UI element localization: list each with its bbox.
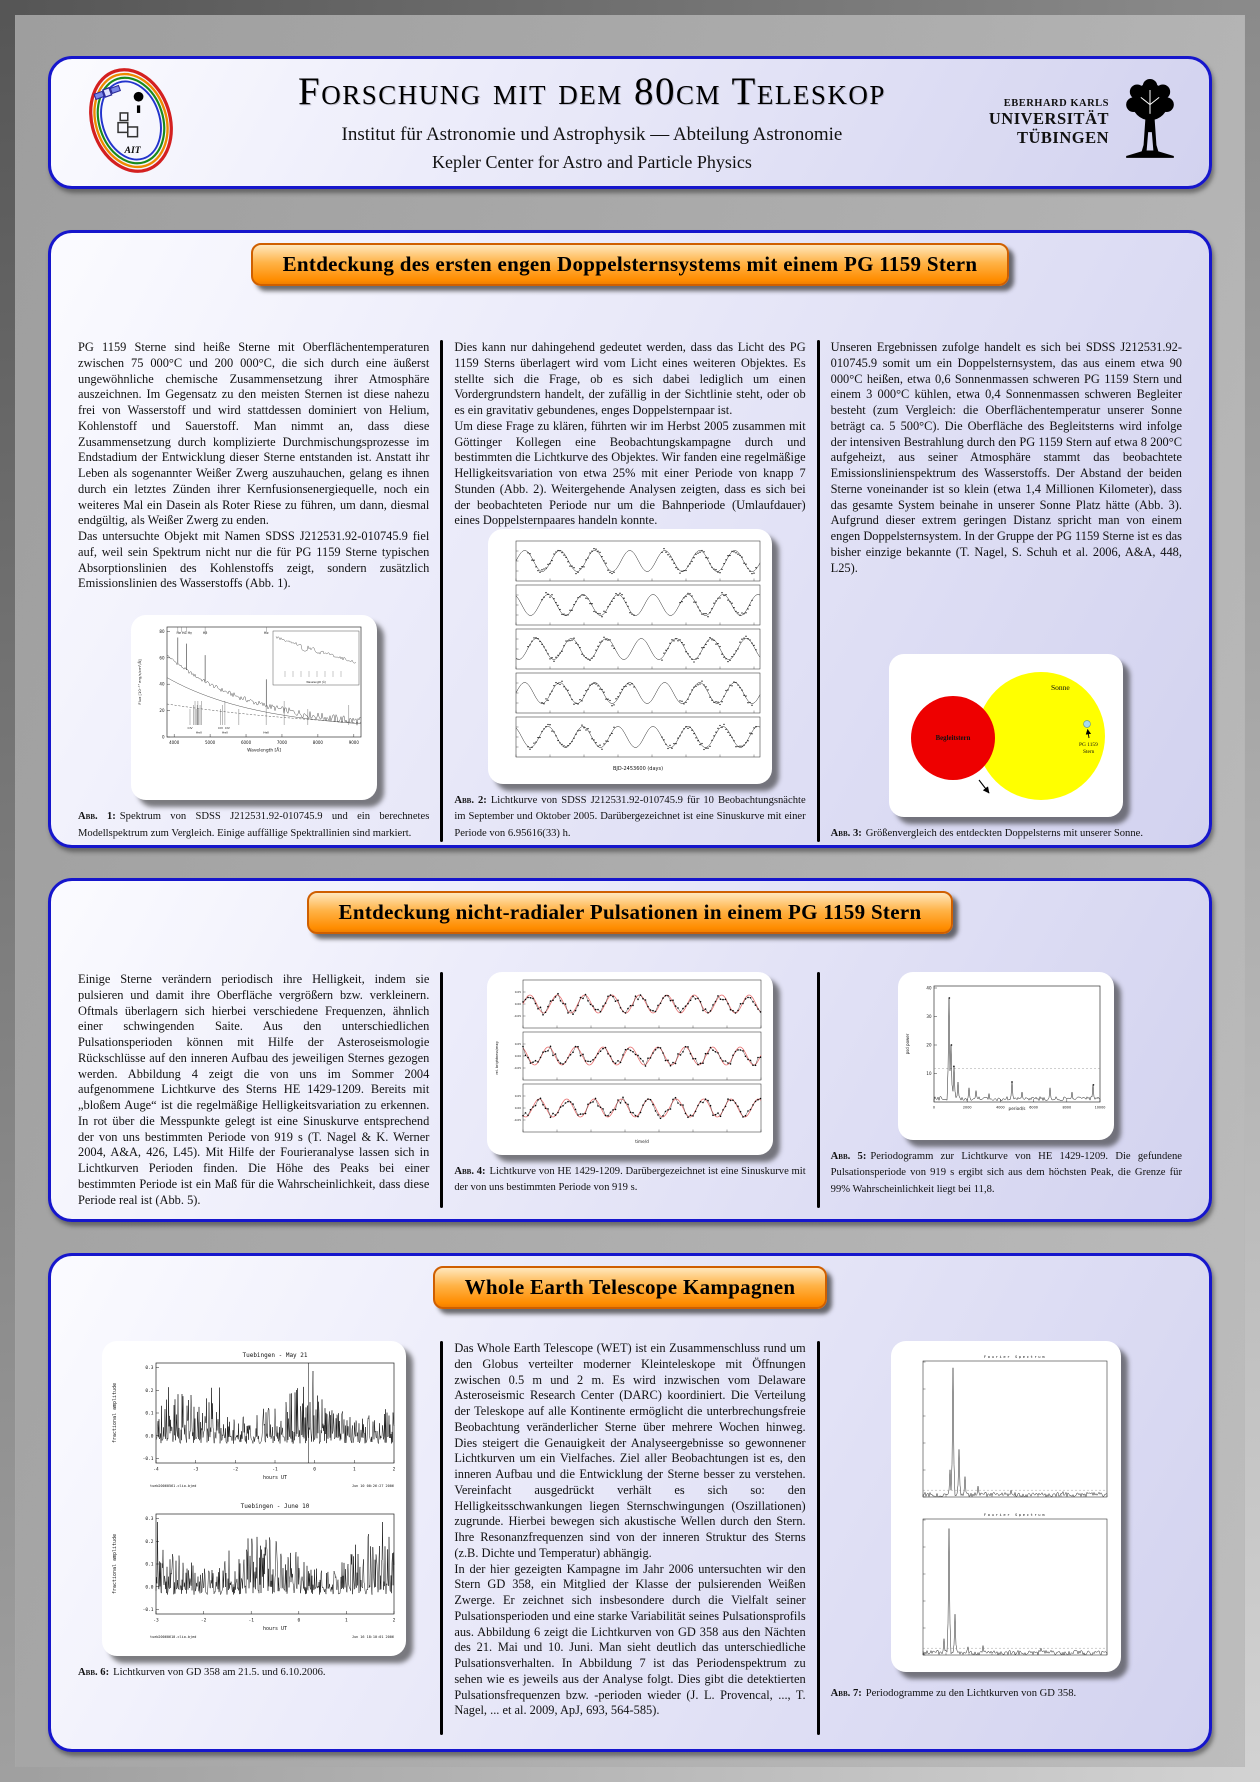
svg-text:hours UT: hours UT [262,1626,287,1632]
svg-text:10: 10 [926,1071,932,1076]
svg-text:20: 20 [159,708,165,714]
figure-4-lightcurve [487,972,773,1155]
svg-text:0.05: 0.05 [514,1094,521,1098]
svg-text:6000: 6000 [240,740,251,746]
section-wet-kampagnen [48,1253,1212,1752]
svg-text:-1: -1 [248,1618,254,1624]
poster-title: Forschung mit dem 80cm Teleskop [298,69,886,113]
svg-text:0.00: 0.00 [514,1054,521,1058]
svg-text:-1: -1 [271,1467,278,1473]
university-name-line2: UNIVERSITÄT [988,108,1109,128]
svg-text:0.2: 0.2 [145,1388,154,1394]
sun-label: Sonne [1051,682,1071,692]
figure-4-lightcurve-plot [491,976,769,1146]
poster-subtitle-institute: Institut für Astronomie und Astrophysik — Abteilung Astronomie [341,123,843,145]
figure-3-size-comparison [889,654,1123,817]
svg-text:-2: -2 [232,1467,238,1473]
svg-text:Jun 10 00:26:27 2006: Jun 10 00:26:27 2006 [351,1484,394,1488]
svg-text:4000: 4000 [996,1105,1006,1110]
section1-column3 [820,340,1193,842]
svg-text:80: 80 [159,629,165,635]
svg-text:rel. brightness/mag: rel. brightness/mag [494,1041,499,1075]
svg-text:20: 20 [926,1042,932,1048]
pg1159-label-line2: Stern [1083,748,1095,755]
svg-text:Wavelength [Å]: Wavelength [Å] [306,681,326,685]
figure-3-sun-diagram [893,658,1119,808]
figure-1-caption: Abb. 1: Spektrum von SDSS J212531.92-010745.9 und ein berechnetes Modellspektrum zum Vergleich. Einige auffällige Spektrallinien sind markiert. [78,811,430,839]
svg-text:psd power: psd power [905,1033,911,1055]
section-pulsationen [48,878,1212,1222]
svg-text:HeII: HeII [221,730,228,735]
svg-text:0.0: 0.0 [145,1434,154,1440]
figure-5-caption: Abb. 5: Periodogramm zur Lichtkurve von HE 1429-1209. Die gefundene Pulsationsperiode von 919 s ergibt sich aus dem höchsten Peak, die Grenze für 99% Wahrscheinlichkeit liegt bei 11,8. [830,1151,1182,1195]
figure-7-periodograms-plot [895,1345,1117,1663]
svg-text:0.1: 0.1 [145,1562,154,1568]
svg-text:-4: -4 [152,1467,159,1473]
svg-text:time/d: time/d [635,1139,649,1144]
svg-text:7000: 7000 [276,740,287,746]
svg-text:fractional amplitude: fractional amplitude [111,1533,118,1595]
section2-column1 [67,972,440,1208]
figure-6-lightcurves-plot [106,1345,402,1647]
university-branding [989,77,1183,169]
poster-subtitle-center: Kepler Center for Astro and Particle Physics [431,151,752,172]
sun-circle [977,672,1105,800]
svg-text:30: 30 [926,1014,932,1019]
header-text-block [195,69,989,173]
svg-text:2: 2 [392,1618,396,1624]
svg-text:10000: 10000 [1094,1105,1106,1110]
figure-7-caption: Abb. 7: Periodogramme zu den Lichtkurven von GD 358. [830,1688,1077,1699]
section3-column2 [443,1341,816,1735]
svg-text:9000: 9000 [348,740,359,746]
svg-text:0: 0 [312,1467,316,1473]
svg-text:BJD-2453600 (days): BJD-2453600 (days) [612,766,664,772]
pg1159-label-line1: PG 1159 [1079,741,1099,748]
svg-text:tueb20060561.clio.bjed: tueb20060561.clio.bjed [149,1484,197,1488]
figure-4-caption: Abb. 4: Lichtkurve von HE 1429-1209. Darübergezeichnet ist eine Sinuskurve mit der von uns bestimmten Periode von 919 s. [454,1166,806,1194]
svg-text:0.00: 0.00 [514,1106,521,1110]
ait-institute-logo [77,60,195,186]
svg-text:Flux [10⁻¹⁷ erg/s/cm²/Å]: Flux [10⁻¹⁷ erg/s/cm²/Å] [136,659,142,705]
figure-6-caption: Abb. 6: Lichtkurven von GD 358 am 21.5. und 6.10.2006. [78,1667,326,1678]
pg1159-star-dot [1084,720,1091,727]
svg-text:AIT: AIT [124,144,141,156]
figure-6-gd358-lightcurves [102,1341,406,1656]
svg-text:CIV: CIV [217,726,223,731]
svg-text:0.3: 0.3 [145,1517,154,1523]
svg-text:Wavelength [Å]: Wavelength [Å] [246,748,281,754]
svg-text:2: 2 [392,1467,396,1473]
section1-col2-text: Dies kann nur dahingehend gedeutet werden, dass das Licht des PG 1159 Sterns überlagert wird vom Licht eines weiteren Objektes. Es stellte sich die Frage, ob es sich dabei lediglich um einen Vordergrundstern handelt, der zufällig in der Sichtlinie steht, oder ob es ein gravitativ gebundenes, enges Doppelsternpaar ist. Um diese Frage zu klären, führten wir im Herbst 2005 zusammen mit Göttinger Kollegen eine Beobachtungskampagne durch und bestimmten die Lichtkurve des Objektes. Wir fanden eine regelmäßige Helligkeitsvariation von etwa 25% mit einer Periode von knapp 7 Stunden (Abb. 2). Weitergehende Analysen zeigten, dass es sich bei der beobachteten Periode nur um die Bahnperiode (Umlaufdauer) eines Doppelsternpaares handeln konnte. [454,340,806,528]
svg-text:Fourier Spectrum: Fourier Spectrum [984,1512,1047,1517]
svg-text:-3: -3 [192,1467,199,1473]
section1-column1 [67,340,440,842]
section3-column3 [820,1341,1193,1735]
svg-text:0: 0 [161,734,165,740]
svg-text:Jun 16 18:10:01 2006: Jun 16 18:10:01 2006 [351,1635,394,1639]
figure-5-periodogram-plot [902,976,1110,1131]
svg-text:0.05: 0.05 [514,990,521,994]
svg-text:HeII: HeII [195,730,202,735]
svg-text:1: 1 [352,1467,356,1473]
svg-text:8000: 8000 [1062,1105,1072,1110]
svg-text:0: 0 [297,1618,300,1624]
svg-text:40: 40 [159,682,165,688]
tuebingen-tree-logo [1117,77,1183,169]
svg-text:0.1: 0.1 [145,1411,154,1417]
svg-text:CIV: CIV [224,726,230,731]
figure-5-periodogram [898,972,1114,1140]
section1-col1-text: PG 1159 Sterne sind heiße Sterne mit Oberflächentemperaturen zwischen 75 000°C und 200 000°C, die sich durch eine äußerst ungewöhnliche chemische Zusammensetzung ihrer Atmosphäre auszeichnen. Im Gegensatz zu den meisten Sternen ist diese nahezu frei von Wasserstoff und wird stattdessen dominiert von Helium, Kohlenstoff und Sauerstoff. Man nimmt an, dass diese Zusammensetzung durch komplizierte Durchmischungsprozesse im Endstadium der Entwicklung dieser Sterne entstanden ist. Anstatt ihr Leben als sogenannter Weißer Zwerg auszuhauchen, gelang es ihnen durch ein letztes Zünden ihrer Kernfusionsenergiequelle, noch ein weiteres Mal ein Dasein als Roter Riese zu führen, um dann, diesmal endgültig, als Weißer Zwerg zu enden. Das untersuchte Objekt mit Namen SDSS J212531.92-010745.9 fiel auf, weil sein Spektrum nicht nur die für PG 1159 Sterne typischen Absorptionslinien des Kohlenstoffs zeigt, sondern zusätzlich Emissionslinien des Wasserstoffs (Abb. 1). [78,340,430,591]
figure-3-caption: Abb. 3: Größenvergleich des entdeckten Doppelsterns mit unserer Sonne. [830,827,1144,839]
svg-text:-0.1: -0.1 [142,1608,154,1614]
svg-text:hours UT: hours UT [262,1475,287,1481]
figure-2-lightcurve [488,529,772,784]
section3-title-banner: Whole Earth Telescope Kampagnen [433,1266,828,1309]
svg-text:Tuebingen - June 10: Tuebingen - June 10 [240,1503,309,1510]
ait-logo-graphic [77,60,185,181]
svg-text:HeII: HeII [262,730,269,735]
svg-text:-3: -3 [152,1618,159,1624]
svg-text:-0.05: -0.05 [513,1118,521,1122]
section3-col2-text: Das Whole Earth Telescope (WET) ist ein Zusammenschluss rund um den Globus verteilter moderner Kleinteleskope mit Öffnungen zwischen 0.5 m und 2 m. Es wird inzwischen vom Delaware Asteroseismic Research Center (DARC) koordiniert. Die Verteilung der Teleskope auf alle Kontinente ermöglicht die unterbrechungsfreie Beobachtung veränderlicher Sterne über mehrere Wochen hinweg. Dies steigert die Genauigkeit der Analyseergebnisse so gewonnener Lichtkurven um ein Vielfaches. Ziel aller Beobachtungen ist es, den inneren Aufbau und die Entwicklung der Sterne besser zu verstehen. Vereinfacht ausgedrückt verhält es sich so: den Helligkeitsschwankungen liegen Sternschwingungen (Oszillationen) zugrunde. Hierbei bewegen sich akustische Wellen durch den Stern. Ihre Resonanzfrequenzen sind von der inneren Struktur des Sterns (z.B. Dichte und Temperatur) abhängig. In der hier gezeigten Kampagne im Jahr 2006 untersuchten wir den Stern GD 358, ein Mitglied der Klasse der pulsierenden Weißen Zwerge. Er zeichnet sich insbesondere durch die Vielfalt seiner Pulsationsperioden und eine starke Variabilität seines Pulsationsprofils aus. Abbildung 6 zeigt die Lichtkurven von GD 358 aus den Nächten des 21. Mai und 10. Juni. Man sieht deutlich das unterschiedliche Pulsationsverhalten. In Abbildung 7 ist das Periodenspektrum zu sehen wie es jeweils aus der Analyse folgt. Dies gibt die detektierten Pulsationsfrequenzen bzw. -perioden wieder (J. L. Provencal, ..., T. Nagel, ... et al. 2009, ApJ, 693, 564-585). [454,1341,806,1718]
svg-text:tueb20060610.clio.bjed: tueb20060610.clio.bjed [149,1635,197,1639]
svg-text:Hβ: Hβ [202,631,208,636]
poster-header [48,56,1212,189]
figure-2-caption: Abb. 2: Lichtkurve von SDSS J212531.92-010745.9 für 10 Beobachtungsnächte im September und Oktober 2005. Darübergezeichnet ist eine Sinuskurve mit einer Periode von 6.95616(33) h. [454,795,806,839]
figure-2-lightcurve-plot [492,533,768,775]
section3-column1 [67,1341,440,1735]
svg-text:-0.05: -0.05 [513,1014,521,1018]
svg-text:Tuebingen - May 21: Tuebingen - May 21 [242,1352,308,1359]
companion-arrow [979,780,989,793]
svg-text:0.0: 0.0 [145,1585,154,1591]
svg-text:1: 1 [344,1618,348,1624]
section1-col3-text: Unseren Ergebnissen zufolge handelt es sich bei SDSS J212531.92-010745.9 somit um ein Doppelsternsystem, das aus einem etwa 90 000°C heißen, etwa 0,6 Sonnenmassen schweren PG 1159 Stern und einem 3 000°C kühlen, etwa 0,4 Sonnenmassen schweren Begleiter besteht (zum Vergleich: die Oberflächentemperatur unserer Sonne beträgt ca. 5 500°C). Die Oberfläche des Begleitsterns wird infolge der intensiven Bestrahlung durch den PG 1159 Stern auf etwa 8 200°C aufgeheizt, aus seiner Atmosphäre stammt das beobachtete Emissionslinienspektrum des Wasserstoffs. Der Abstand der beiden Sterne voneinander ist so klein (etwa 1,4 Millionen Kilometer), dass das gesamte System beinahe in unserer Sonne Platz hätte (Abb. 3). Aufgrund dieser extrem geringen Distanz spricht man von einem engen Doppelsternsystem. In der Gruppe der PG 1159 Sterne ist es das bisher einzige bekannte (T. Nagel, S. Schuh et al. 2006, A&A, 448, L25). [830,340,1182,575]
svg-text:0.00: 0.00 [514,1002,521,1006]
svg-text:-0.1: -0.1 [142,1457,154,1463]
section-doppelstern [48,230,1212,848]
svg-text:He Hδ Hγ: He Hδ Hγ [176,631,192,636]
svg-text:0: 0 [933,1105,936,1110]
svg-text:Fourier Spectrum: Fourier Spectrum [984,1354,1047,1359]
section2-col1-text: Einige Sterne verändern periodisch ihre Helligkeit, indem sie pulsieren und damit ihre Oberfläche vergrößern bzw. verkleinern. Oftmals überlagern sich hierbei verschiedene Frequenzen, ähnlich einer schwingenden Saite. Aus den unterschiedlichen Pulsationsperioden können mit Hilfe der Asteroseismologie Rückschlüsse auf den inneren Aufbau des jeweiligen Sternes gezogen werden. Abbildung 4 zeigt die von uns im Sommer 2004 aufgenommene Lichtkurve des Sterns HE 1429-1209. Bereits mit „bloßem Auge“ ist die regelmäßige Helligkeitsvariation zu erkennen. In rot über die Messpunkte gelegt ist eine Sinuskurve entsprechend der von uns bestimmten Periode von 919 s (T. Nagel & K. Werner 2004, A&A, 426, L45). Mit Hilfe der Fourieranalyse lassen sich in Lichtkurven Perioden finden. Die Höhe des Peaks bei einer bestimmten Periode ist ein Maß für die Wahrscheinlichkeit, dass diese Periode real ist (Abb. 5). [78,972,430,1207]
figure-1-spectrum [131,615,377,800]
svg-text:0.2: 0.2 [145,1539,154,1545]
section2-title-banner: Entdeckung nicht-radialer Pulsationen in einem PG 1159 Stern [307,891,954,934]
svg-text:2000: 2000 [963,1105,972,1110]
svg-text:0.3: 0.3 [145,1366,154,1372]
svg-text:60: 60 [159,655,165,661]
svg-text:Hα: Hα [263,631,269,636]
svg-text:fractional amplitude: fractional amplitude [111,1382,118,1444]
section1-title-banner: Entdeckung des ersten engen Doppelsternsystems mit einem PG 1159 Stern [251,243,1010,286]
section1-column2 [443,340,816,842]
svg-text:4000: 4000 [168,740,179,746]
svg-text:8000: 8000 [312,740,323,746]
svg-text:CIV: CIV [187,726,193,731]
svg-text:-2: -2 [200,1618,206,1624]
figure-7-periodograms [891,1341,1121,1672]
university-name-line3: TÜBINGEN [1016,127,1109,147]
svg-text:0.05: 0.05 [514,1042,521,1046]
companion-label: Begleitstern [935,734,971,742]
svg-text:40: 40 [926,985,932,991]
university-name-line1: EBERHARD KARLS [1003,97,1109,109]
svg-text:-0.05: -0.05 [513,1066,521,1070]
section2-column3 [820,972,1193,1208]
figure-1-spectrum-plot [135,619,373,791]
section2-column2 [443,972,816,1208]
svg-text:6000: 6000 [1029,1105,1039,1110]
svg-text:period/s: period/s [1008,1106,1026,1111]
svg-text:5000: 5000 [204,740,215,746]
